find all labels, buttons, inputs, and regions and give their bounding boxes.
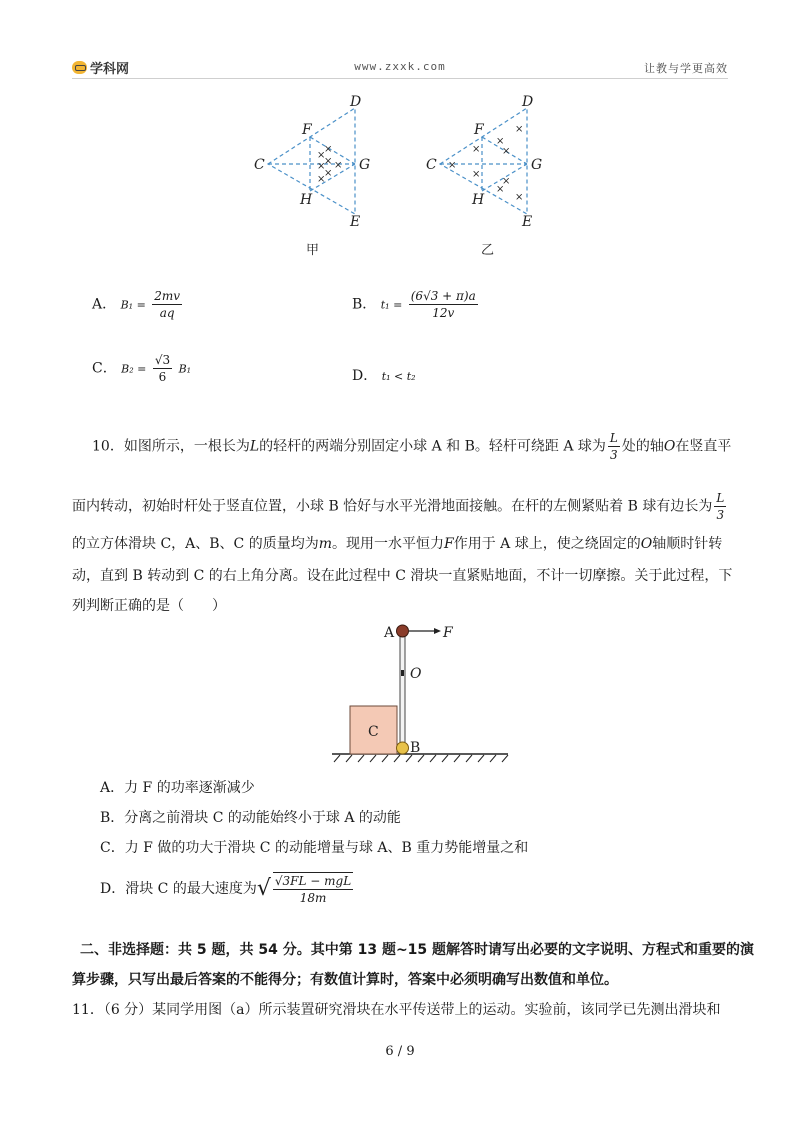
q9-option-d: D． t₁ < t₂ (352, 368, 416, 384)
jia-cross: × (324, 168, 333, 179)
header-divider (72, 78, 728, 79)
jia-label-f: F (302, 122, 312, 138)
ground-hatching (334, 755, 508, 762)
ball-b (397, 742, 409, 754)
q9-option-a: A． B₁ = $\frac{2mv}{aq}$ (92, 289, 181, 320)
label-a: A (384, 625, 395, 641)
yi-label-g: G (531, 157, 543, 173)
q10-option-d: D．滑块 C 的最大速度为√ $\frac{\text{√3FL − mgL}}{18m}$ (100, 874, 352, 905)
q10-line-4: 动，直到 B 转动到 C 的右上角分离。设在此过程中 C 滑块一直紧贴地面，不计一切摩擦。关于此过程，下 (72, 568, 733, 584)
jia-label-h: H (300, 192, 313, 208)
ball-a (397, 625, 409, 637)
label-o: O (410, 666, 422, 682)
q10-line-3: 的立方体滑块 C，A、B、C 的质量均为m。现用一水平恒力F作用于 A 球上，使之绕固定的O轴顺时针转 (72, 536, 723, 552)
yi-label-e: E (522, 214, 533, 230)
header-url: www.zxxk.com (354, 60, 446, 73)
yi-cross: × (515, 192, 524, 203)
yi-cross: × (502, 176, 511, 187)
jia-cross: × (317, 161, 326, 172)
yi-label-c: C (426, 157, 437, 173)
yi-label-d: D (522, 94, 534, 110)
label-f: F (443, 625, 453, 641)
jia-label-g: G (359, 157, 371, 173)
section2-line-2: 算步骤，只写出最后答案的不能得分；有数值计算时，答案中必须明确写出数值和单位。 (72, 972, 618, 988)
q9-option-c: C． B₂ = $\frac{√3}{6}$ B₁ (92, 353, 192, 384)
label-b: B (410, 740, 421, 756)
page-number: 6 / 9 (385, 1044, 415, 1059)
section2-line-1: 二、非选择题：共 5 题，共 54 分。其中第 13 题~15 题解答时请写出必要的文字说明、方程式和重要的演 (80, 942, 755, 958)
q10-line-2: 面内转动，初始时杆处于竖直位置，小球 B 恰好与水平光滑地面接触。在杆的左侧紧贴着 B 球有边长为 $\frac{L}{3}$ (72, 491, 725, 522)
pivot-o (401, 670, 404, 676)
header-slogan: 让教与学更高效 (644, 62, 728, 75)
yi-cross: × (496, 184, 505, 195)
q10-option-c: C．力 F 做的功大于滑块 C 的动能增量与球 A、B 重力势能增量之和 (100, 840, 529, 856)
figure-caption-jia: 甲 (306, 243, 320, 258)
yi-cross: × (472, 169, 481, 180)
jia-label-c: C (254, 157, 265, 173)
jia-cross: × (317, 174, 326, 185)
yi-cross: × (496, 136, 505, 147)
figure-caption-yi: 乙 (481, 243, 495, 258)
q10-line-5: 列判断正确的是（ ） (72, 598, 226, 614)
yi-cross: × (515, 124, 524, 135)
q10-line-1: 10．如图所示，一根长为L的轻杆的两端分别固定小球 A 和 B。轻杆可绕距 A 球为 $\frac{L}{3}$ 处的轴O在竖直平 (92, 431, 732, 462)
jia-label-d: D (350, 94, 362, 110)
rod-block-figure (330, 618, 530, 768)
force-arrowhead (434, 628, 441, 634)
yi-cross: × (448, 160, 457, 171)
logo-text: 学科网 (90, 62, 130, 77)
jia-label-e: E (350, 214, 361, 230)
rod (400, 636, 405, 746)
q10-option-a: A．力 F 的功率逐渐减少 (100, 780, 255, 796)
q10-option-b: B．分离之前滑块 C 的动能始终小于球 A 的动能 (100, 810, 401, 826)
yi-cross: × (502, 146, 511, 157)
q9-option-b: B． t₁ = $\frac{(6√3 + \pi)a}{12v}$ (352, 289, 476, 320)
jia-cross: × (324, 144, 333, 155)
jia-cross: × (317, 150, 326, 161)
label-c: C (368, 724, 379, 740)
q11-line-1: 11．（6 分）某同学用图（a）所示装置研究滑块在水平传送带上的运动。实验前，该同学已先测出滑块和 (72, 1002, 721, 1018)
triangle-field-figures (240, 92, 570, 262)
yi-cross: × (472, 144, 481, 155)
jia-cross: × (324, 156, 333, 167)
jia-cross: × (334, 160, 343, 171)
yi-label-h: H (472, 192, 485, 208)
yi-label-f: F (474, 122, 484, 138)
